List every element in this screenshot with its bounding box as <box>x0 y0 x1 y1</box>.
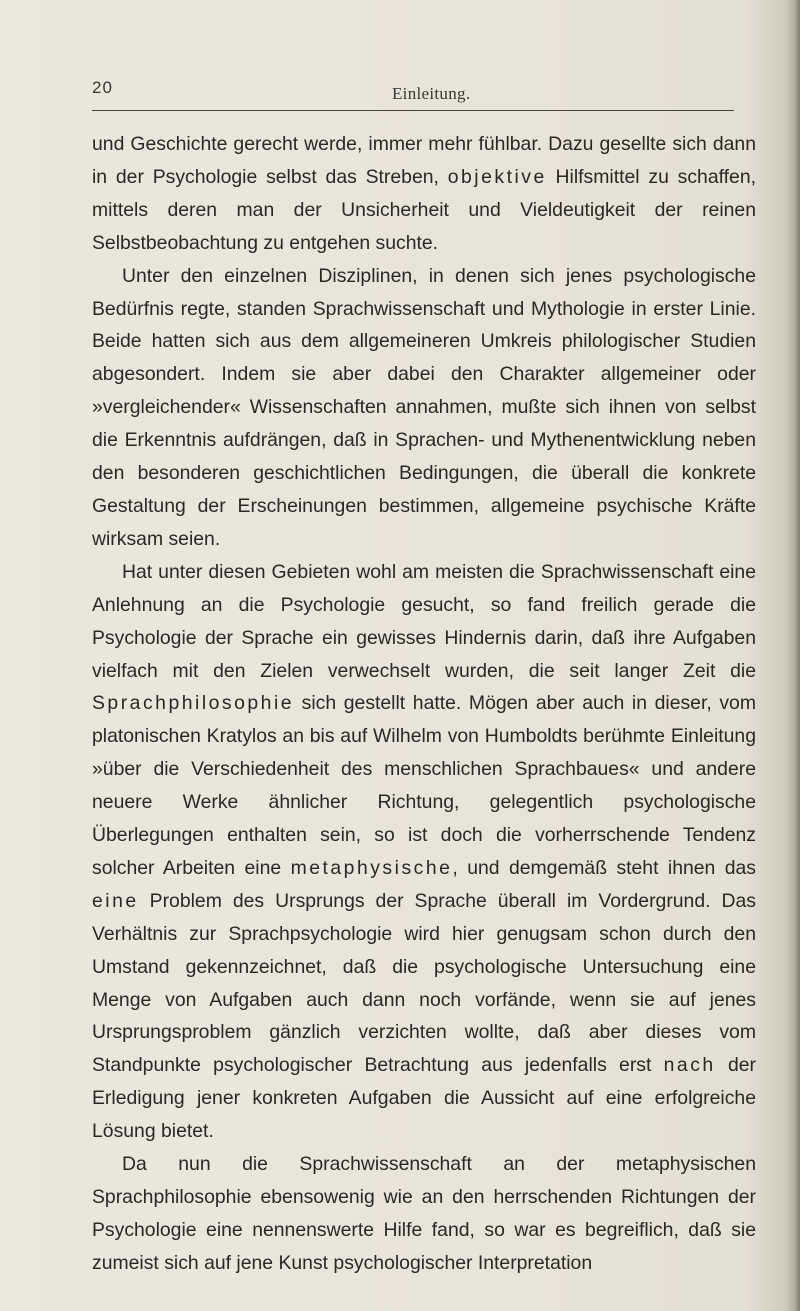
text-run: der Erledigung jener konkreten Aufgaben die Aussicht auf eine erfolgreiche Lösung bietet. <box>92 1054 756 1143</box>
paragraph-4: Da nun die Sprachwissenschaft an der metaphysischen Sprachphilosophie ebensowenig wie an den herrschenden Richtungen der Psychologie eine nennenswerte Hilfe fand, so war es begreiflich, daß sie zumeist sich auf jene Kunst psychologischer Interpretation <box>92 1153 756 1274</box>
text-run: Hilfsmittel zu schaffen, mittels deren man der Unsicherheit und Vieldeutigkeit der reinen Selbstbeobachtung zu entgehen suchte. <box>92 165 757 254</box>
header-rule <box>92 110 734 111</box>
emphasis-text: nach <box>663 1054 716 1077</box>
paragraph-1 <box>92 128 756 260</box>
emphasis-text: Sprachphilosophie <box>92 692 295 715</box>
page-number: 20 <box>92 78 113 97</box>
body-text <box>92 128 756 1280</box>
page-edge-shadow <box>786 0 800 1311</box>
emphasis-text: eine <box>92 889 139 912</box>
text-run: sich gestellt hatte. Mögen aber auch in dieser, vom platonischen Kratylos an bis auf Wilhelm von Humboldts berühmte Einleitung »über die Verschiedenheit des menschlichen Sprachbaues« und andere neuere Werke ähnlicher Richtung, gelegentlich psychologische Überlegungen enthalten sein, so ist doch die vorherrschende Tendenz solcher Arbeiten eine <box>92 692 756 879</box>
running-title: Einleitung. <box>392 84 471 103</box>
emphasis-text: objektive <box>447 165 547 188</box>
text-run: Hat unter diesen Gebieten wohl am meisten die Sprachwissenschaft eine Anlehnung an die Psychologie gesucht, so fand freilich gerade die Psychologie der Sprache ein gewisses Hindernis darin, daß ihre Aufgaben vielfach mit den Zielen verwechselt wurden, die seit langer Zeit die <box>92 560 756 682</box>
paragraph-3 <box>92 556 756 1148</box>
text-run: Problem des Ursprungs der Sprache überall im Vordergrund. Das Verhältnis zur Sprachpsychologie wird hier genugsam schon durch den Umstand gekennzeichnet, daß die psychologische Untersuchung eine Menge von Aufgaben auch dann noch vorfände, wenn sie auf jenes Ursprungsproblem gänzlich verzichten wollte, daß aber dieses vom Standpunkte psychologischer Betrachtung aus jedenfalls erst <box>92 889 756 1077</box>
text-run: , und demgemäß steht ihnen das <box>452 856 757 879</box>
emphasis-text: metaphysische <box>290 856 453 879</box>
text-run: und Geschichte gerecht werde, immer mehr fühlbar. Dazu gesellte sich dann in der Psychologie selbst das Streben, <box>92 133 756 188</box>
paragraph-2: Unter den einzelnen Disziplinen, in denen sich jenes psychologische Bedürfnis regte, standen Sprachwissenschaft und Mythologie in erster Linie. Beide hatten sich aus dem allgemeineren Umkreis philologischer Studien abgesondert. Indem sie aber dabei den Charakter allgemeiner oder »vergleichender« Wissenschaften annahmen, mußte sich ihnen von selbst die Erkenntnis aufdrängen, daß in Sprachen- und Mythenentwicklung neben den besonderen geschichtlichen Bedingungen, die überall die konkrete Gestaltung der Erscheinungen bestimmen, allgemeine psychische Kräfte wirksam seien. <box>92 264 756 550</box>
running-head <box>92 78 734 102</box>
